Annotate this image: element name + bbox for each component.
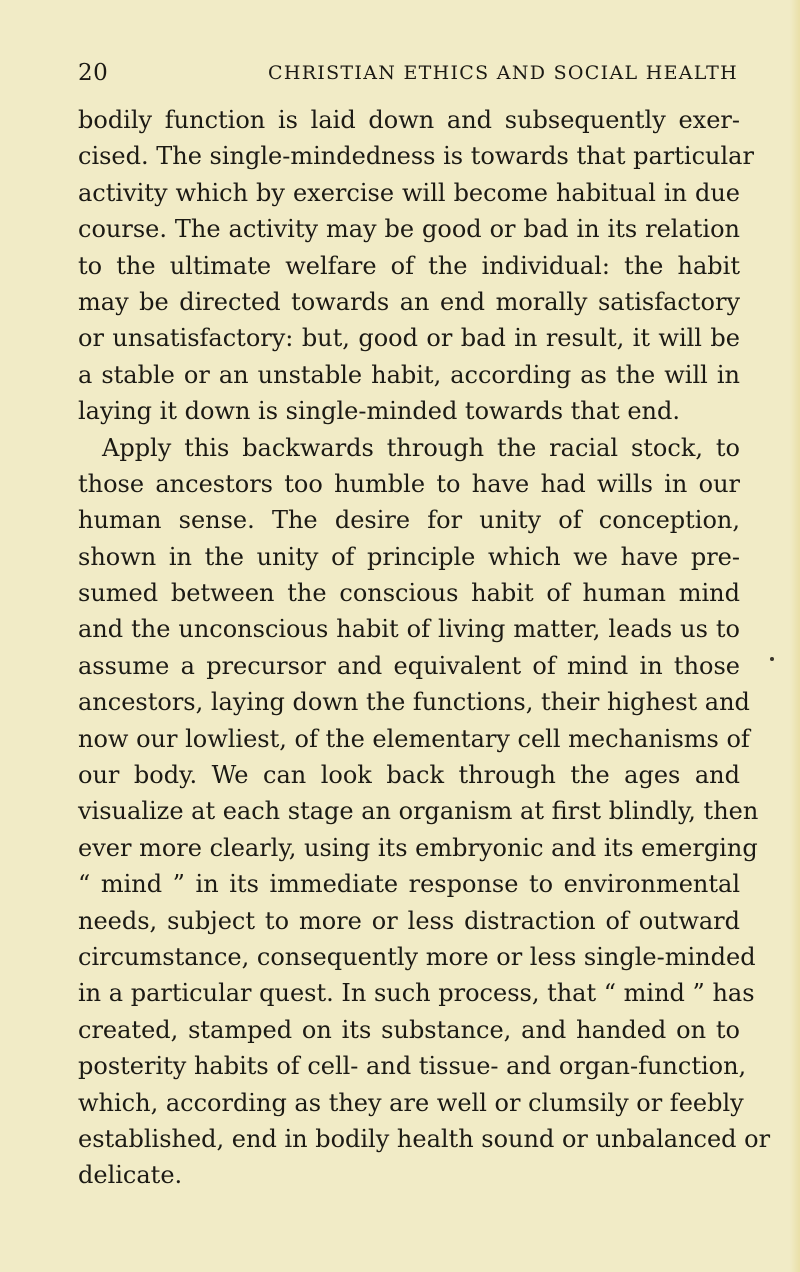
text-line: “ mind ” in its immediate response to environmental [78, 870, 740, 899]
text-line: or unsatisfactory: but, good or bad in result, it will be [78, 324, 740, 353]
page-number: 20 [78, 60, 109, 86]
text-line: our body. We can look back through the ages and [78, 761, 740, 790]
text-line: human sense. The desire for unity of conception, [78, 506, 740, 535]
text-line: now our lowliest, of the elementary cell mechanisms of [78, 724, 750, 753]
text-line: in a particular quest. In such process, that “ mind ” has [78, 979, 755, 1008]
paragraph-start-line: Apply this backwards through the racial stock, to [102, 433, 740, 462]
text-line: circumstance, consequently more or less single-minded [78, 942, 756, 971]
text-line: shown in the unity of principle which we have pre- [78, 542, 740, 571]
text-line: course. The activity may be good or bad in its relation [78, 215, 740, 244]
text-line: a stable or an unstable habit, according as the will in [78, 360, 740, 389]
running-title: CHRISTIAN ETHICS AND SOCIAL HEALTH [267, 62, 738, 84]
text-line: may be directed towards an end morally satisfactory [78, 287, 740, 316]
page-edge-shadow [790, 0, 800, 1272]
text-line: bodily function is laid down and subsequently exer- [78, 106, 740, 134]
text-line: created, stamped on its substance, and handed on to [78, 1015, 740, 1044]
text-line: cised. The single-mindedness is towards that particular [78, 142, 754, 171]
text-line: which, according as they are well or clumsily or feebly [78, 1088, 744, 1117]
body-text [78, 102, 771, 1194]
text-line: activity which by exercise will become habitual in due [78, 178, 740, 207]
text-line: ever more clearly, using its embryonic and its emerging [78, 833, 758, 862]
margin-speck [770, 657, 774, 661]
text-line: ancestors, laying down the functions, their highest and [78, 688, 750, 717]
text-line: sumed between the conscious habit of human mind [78, 579, 740, 608]
text-line: to the ultimate welfare of the individual: the habit [78, 251, 740, 280]
text-line: established, end in bodily health sound or unbalanced or [78, 1124, 771, 1153]
text-line: those ancestors too humble to have had wills in our [78, 469, 740, 498]
text-line: assume a precursor and equivalent of mind in those [78, 651, 740, 680]
text-line: laying it down is single-minded towards that end. [78, 397, 680, 426]
text-line: visualize at each stage an organism at first blindly, then [78, 797, 759, 826]
text-line: delicate. [78, 1161, 183, 1190]
text-line: needs, subject to more or less distraction of outward [78, 906, 740, 935]
page-header [78, 60, 738, 94]
text-line: and the unconscious habit of living matter, leads us to [78, 615, 740, 644]
text-line: posterity habits of cell- and tissue- and organ-function, [78, 1052, 747, 1081]
